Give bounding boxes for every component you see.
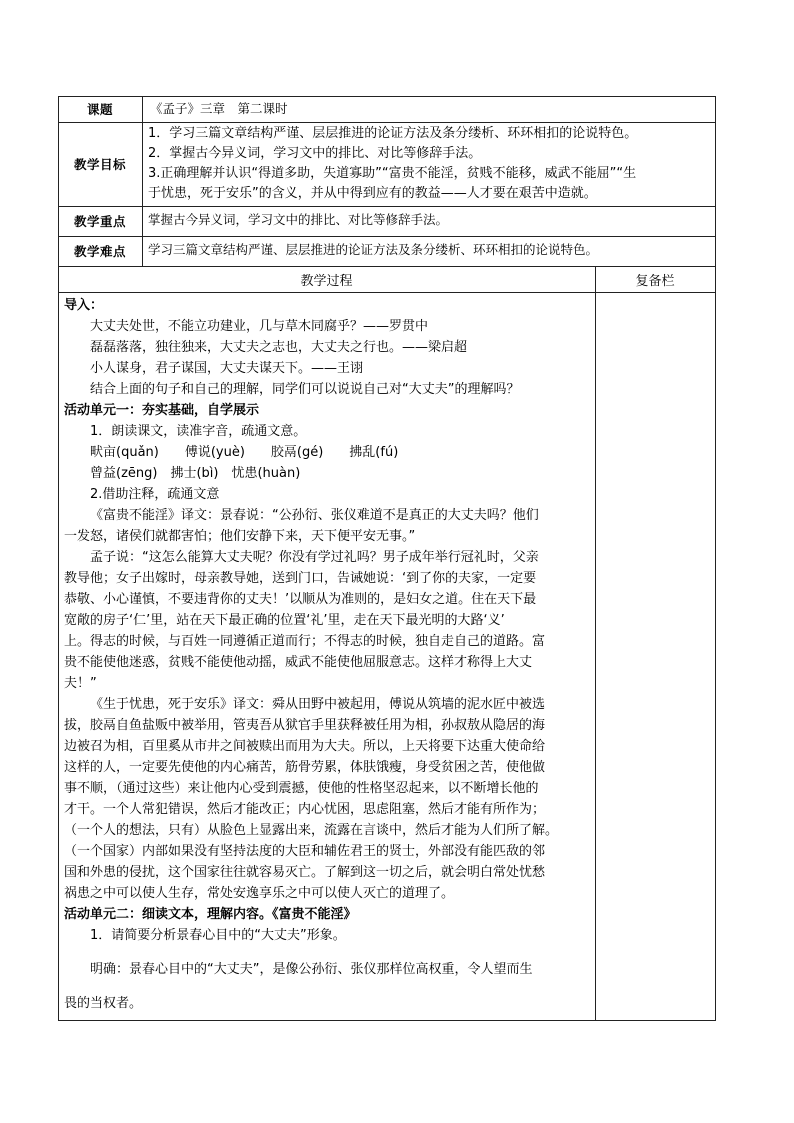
body-line: 才干。一个人常犯错误，然后才能改正；内心忧困，思虑阻塞，然后才能有所作为； — [64, 802, 546, 817]
body-line: （一个国家）内部如果没有坚持法度的大臣和辅佐君王的贤士，外部没有能匹敌的邻 — [64, 844, 546, 859]
body-line: 上。得志的时候，与百姓一同遵循正道而行；不得志的时候，独自走自己的道路。富 — [64, 634, 546, 649]
body-line: 边被召为相，百里奚从市井之间被赎出而用为大夫。所以，上天将要下达重大使命给 — [64, 739, 546, 754]
body-line: 《富贵不能淫》译文：景春说：“公孙衍、张仪难道不是真正的大丈夫吗？他们 — [90, 508, 539, 523]
section-heading: 活动单元二：细读文本，理解内容。《富贵不能淫》 — [64, 907, 357, 922]
body-line: 孟子说：“这怎么能算大丈夫呢？你没有学过礼吗？男子成年举行冠礼时，父亲 — [90, 550, 539, 565]
objective-item: 3.正确理解并认识“得道多助，失道寡助”“富贵不能淫，贫贱不能移，威武不能屈”“生 — [148, 166, 637, 181]
body-line: 畏的当权者。 — [64, 996, 143, 1011]
objective-item: 于忧患，死于安乐”的含义，并从中得到应有的教益——人才要在艰苦中造就。 — [148, 186, 597, 201]
body-line: 磊磊落落，独往独来，大丈夫之志也，大丈夫之行也。——梁启超 — [90, 340, 468, 355]
body-line: 国和外患的侵扰，这个国家往往就容易灭亡。了解到这一切之后，就会明白常处忧愁 — [64, 865, 546, 880]
body-line: 宽敞的房子‘仁’里，站在天下最正确的位置‘礼’里，走在天下最光明的大路‘义’ — [64, 613, 505, 628]
body-line: 曾益(zēng) 拂士(bì) 忧患(huàn) — [90, 466, 301, 481]
topic-value: 《孟子》三章 第二课时 — [150, 101, 288, 116]
section-heading: 导入： — [64, 298, 104, 313]
body-line: 大丈夫处世，不能立功建业，几与草木同腐乎？——罗贯中 — [90, 319, 429, 334]
body-line: 事不顺，（通过这些）来让他内心受到震撼，使他的性格坚忍起来，以不断增长他的 — [64, 781, 539, 796]
objectives-content — [148, 124, 714, 206]
body-line: 2.借助注释，疏通文意 — [90, 487, 220, 502]
process-header: 教学过程 — [300, 273, 353, 289]
body-line: 一发怒，诸侯们就都害怕；他们安静下来，天下便平安无事。” — [64, 529, 416, 544]
objectives-label: 教学目标 — [73, 157, 126, 172]
difficulties-label: 教学难点 — [73, 244, 126, 259]
row-divider — [58, 206, 716, 207]
body-line: 祸患之中可以使人生存，常处安逸享乐之中可以使人灭亡的道理了。 — [64, 886, 455, 901]
body-line: （一个人的想法，只有）从脸色上显露出来，流露在言谈中，然后才能为人们所了解。 — [64, 823, 559, 838]
body-line: 畎亩(quǎn) 傅说(yuè) 胶鬲(gé) 拂乱(fú) — [90, 445, 399, 460]
body-line: 恭敬、小心谨慎，不要违背你的丈夫！’以顺从为准则的，是妇女之道。住在天下最 — [64, 592, 537, 607]
body-line: 明确：景春心目中的“大丈夫”，是像公孙衍、张仪那样位高权重，令人望而生 — [90, 962, 533, 977]
body-line: 《生于忧患，死于安乐》译文：舜从田野中被起用，傅说从筑墙的泥水匠中被选 — [90, 697, 546, 712]
difficulties-text: 学习三篇文章结构严谨、层层推进的论证方法及条分缕析、环环相扣的论说特色。 — [148, 242, 599, 257]
column-divider — [142, 96, 143, 266]
objective-item: 1．学习三篇文章结构严谨、层层推进的论证方法及条分缕析、环环相扣的论说特色。 — [148, 126, 638, 141]
body-line: 贵不能使他迷惑，贫贱不能使他动摇，威武不能使他屈服意志。这样才称得上大丈 — [64, 655, 533, 670]
body-line: 这样的人，一定要先使他的内心痛苦，筋骨劳累，体肤饿瘦，身受贫困之苦，使他做 — [64, 760, 546, 775]
review-column-body — [596, 293, 714, 1019]
body-line: 夫！” — [64, 676, 97, 691]
section-heading: 活动单元一：夯实基础，自学展示 — [64, 403, 260, 418]
topic-label: 课题 — [86, 102, 113, 117]
body-line: 1．朗读课文，读准字音，疏通文意。 — [90, 424, 307, 439]
process-body — [64, 294, 592, 1016]
key-points-label: 教学重点 — [73, 214, 126, 229]
objective-item: 2．掌握古今异义词，学习文中的排比、对比等修辞手法。 — [148, 146, 482, 161]
body-line: 小人谋身，君子谋国，大丈夫谋天下。——王诩 — [90, 361, 364, 376]
lesson-plan-table — [58, 96, 716, 1021]
key-points-text: 掌握古今异义词，学习文中的排比、对比等修辞手法。 — [148, 212, 449, 227]
body-line: 1．请简要分析景春心目中的“大丈夫”形象。 — [90, 928, 346, 943]
body-line: 结合上面的句子和自己的理解，同学们可以说说自己对“大丈夫”的理解吗？ — [90, 382, 520, 397]
body-line: 教导他；女子出嫁时，母亲教导她，送到门口，告诫她说：‘到了你的夫家，一定要 — [64, 571, 537, 586]
review-column-header: 复备栏 — [635, 273, 675, 289]
row-divider — [58, 122, 716, 123]
row-divider — [58, 236, 716, 237]
body-line: 拔，胶鬲自鱼盐贩中被举用，管夷吾从狱官手里获释被任用为相，孙叔敖从隐居的海 — [64, 718, 546, 733]
